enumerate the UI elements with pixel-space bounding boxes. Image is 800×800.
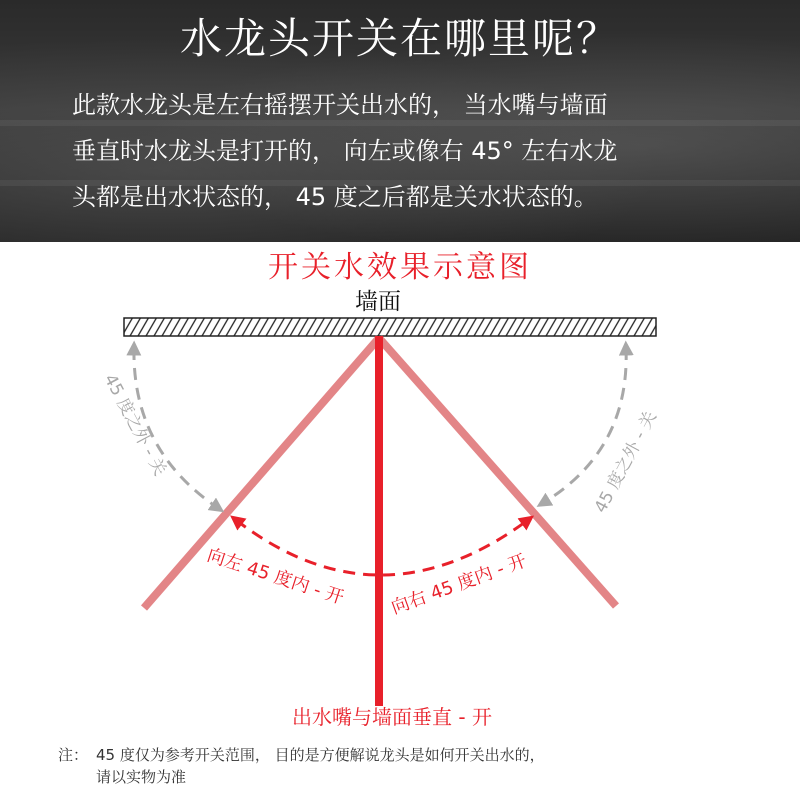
diagram-title: 开关水效果示意图 bbox=[268, 250, 532, 285]
note-prefix: 注： bbox=[58, 746, 89, 764]
wall-hatched bbox=[124, 318, 656, 336]
note-line bbox=[58, 744, 778, 766]
page-title: 水龙头开关在哪里呢？ bbox=[179, 14, 620, 63]
description-line: 此款水龙头是左右摇摆开关出水的， 当水嘴与墙面 bbox=[72, 91, 608, 119]
left-off-label: 45 度之外 - 关 bbox=[99, 370, 170, 480]
note-line: 请以实物为准 bbox=[96, 768, 187, 786]
footer-note bbox=[58, 744, 778, 788]
right-off-label: 45 度之外 - 关 bbox=[590, 408, 661, 517]
description-line: 头都是出水状态的， 45 度之后都是关水状态的。 bbox=[72, 183, 598, 211]
right-on-label: 向右 45 度内 - 开 bbox=[388, 550, 530, 619]
vertical-on-label: 出水嘴与墙面垂直 - 开 bbox=[292, 705, 492, 729]
description-line: 垂直时水龙头是打开的， 向左或像右 45° 左右水龙 bbox=[72, 137, 618, 165]
note-text: 45 度仅为参考开关范围， 目的是方便解说龙头是如何开关出水的， bbox=[96, 746, 545, 764]
wall-label: 墙面 bbox=[355, 289, 401, 315]
left-on-label: 向左 45 度内 - 开 bbox=[204, 544, 347, 609]
